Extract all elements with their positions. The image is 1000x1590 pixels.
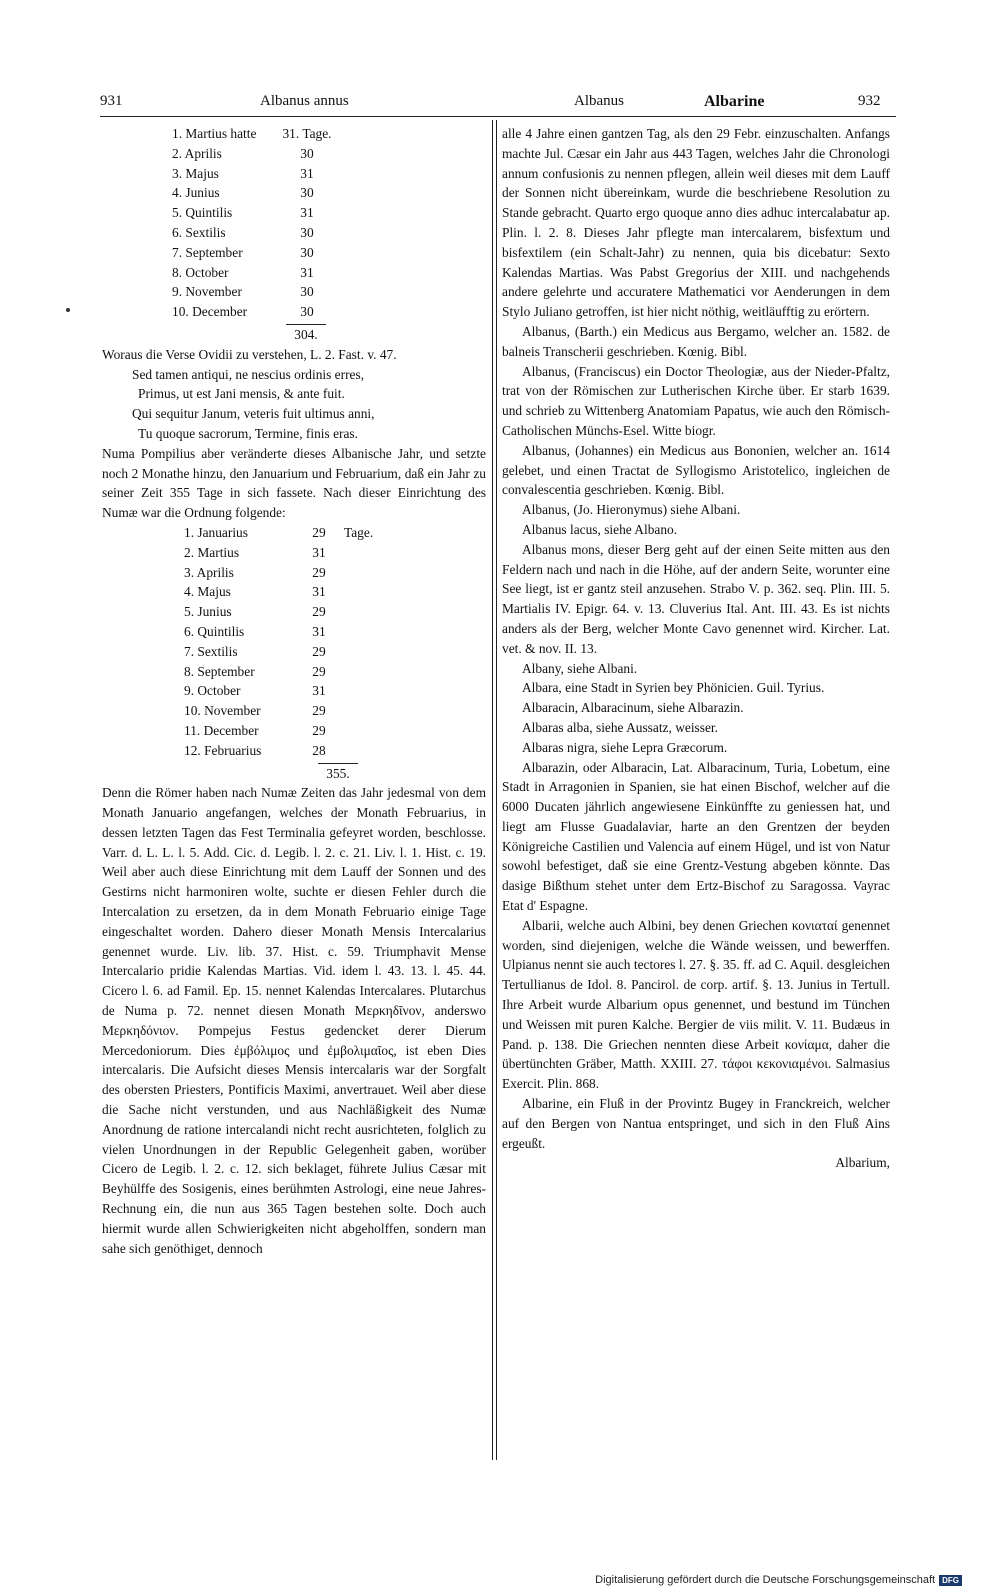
month-days: 29 <box>312 643 326 659</box>
calendar-row <box>172 263 332 283</box>
lexicon-entry: Albanus, (Jo. Hieronymus) siehe Albani. <box>522 502 741 518</box>
month-days: 29 <box>312 524 326 540</box>
verse-line: Tu quoque sacrorum, Termine, finis eras. <box>138 425 358 441</box>
month-name: 4. Junius <box>172 185 220 201</box>
calendar-row <box>184 563 373 583</box>
month-name: 10. December <box>172 304 248 320</box>
month-days: 31 <box>300 264 314 280</box>
month-days: 29 <box>312 722 326 738</box>
calendar-row <box>172 124 332 144</box>
month-days: 30 <box>300 185 314 201</box>
month-days: 31 <box>312 683 326 699</box>
left-column <box>102 124 486 1258</box>
page-number-left: 931 <box>100 93 123 109</box>
header-title-left: Albanus annus <box>260 93 349 109</box>
verse-block <box>132 365 486 444</box>
lexicon-entry: Albanus, (Barth.) ein Medicus aus Bergamo, welcher an. 1582. de balneis Transcherii geschrieben. Kœnig. Bibl. <box>502 323 890 359</box>
month-unit <box>344 602 373 622</box>
month-unit <box>344 741 373 761</box>
page-number-right: 932 <box>858 93 881 109</box>
calendar-row <box>184 721 373 741</box>
month-unit <box>344 642 373 662</box>
sum-355: 355. <box>318 763 358 784</box>
lexicon-entry: Albarine, ein Fluß in der Provintz Bugey in Franckreich, welcher auf den Bergen von Nantua entspringet, und sich in den Fluß Ains ergeußt. <box>502 1096 890 1151</box>
calendar-row <box>172 243 332 263</box>
paragraph-romans: Denn die Römer haben nach Numæ Zeiten das Jahr jedesmal von dem Monath Januario angefangen, welches der Monath Februarius, in dessen letzten Tagen das Fest Terminalia gefeyret worden, beschlosse. Varr. d. L. L. l. 5. Add. Cic. d. Legib. l. 2. c. 21. Liv. l. 1. Hist. c. 19. Weil aber auch diese Einrichtung mit dem Lauff der Sonnen und des Gestirns nicht harmoniren wolte, suchte er diesen Fehler durch die Intercalation zu ersetzen, da in dem Monath Februario einige Tage eingeschaltet worden. Dahero dieser Monath Mensis Intercalarius genennet wurde. Liv. lib. 37. Hist. c. 59. Triumphavit Mense Intercalario pridie Kalendas Martias. Vid. idem l. 43. 13. l. 45. 44. Cicero l. 6. ad Famil. Ep. 15. nennet Kalendas Intercalares. Plutarchus de Numa p. 72. nennet diesen Monath Μερκηδῖνον, anderswo Μερκηδόνιον. Pompejus Festus gedencket derer Dierum Mercedoniorum. Dies ἐμβόλιμος und ἐμβολιμαῖος, ist eben Dies intercalaris. Die Aufsicht dieses Mensis intercalaris war der Sorgfalt des obersten Priesters, Pontificis Maximi, anvertrauet. Weil aber diese die Sache nicht verstunden, und aus Nachläßigkeit des Numæ Anordnung de ratione intercalandi nicht recht ausrichteten, folglich zu vielen Unordnungen in der Republic Gelegenheit gaben, worüber Cicero de Legib. l. 2. c. 12. sich beklaget, führete Julius Cæsar mit Beyhülffe des Sosigenis, eines berühmten Astrologi, eine neue Jahres-Rechnung ein, die nun aus 365 Tagen bestehen solte. Doch auch hiermit wurde allen Schwierigkeiten nicht abgeholffen, sondern man sahe sich genöthiget, dennoch <box>102 785 486 1256</box>
month-days: 31 <box>300 165 314 181</box>
month-name: 3. Majus <box>172 165 219 181</box>
month-days: 30 <box>300 224 314 240</box>
lexicon-entry: Albanus mons, dieser Berg geht auf der einen Seite mitten aus den Feldern nach und nach in die Höhe, auf der andern Seite, worunter eine See liegt, ist er gantz steil anzusehen. Strabo V. p. 362. seq. Plin. III. 5. Martialis IV. Epigr. 64. v. 13. Cluverius Ital. Ant. III. 43. Es ist nichts anders als der Berg, welcher Monte Cavo genennet wird. Kircher. Lat. vet. & nov. II. 13. <box>502 541 890 656</box>
calendar-row <box>172 203 332 223</box>
calendar-row <box>172 183 332 203</box>
month-days: 31 <box>312 623 326 639</box>
lexicon-entry: Albanus, (Franciscus) ein Doctor Theologiæ, aus der Nieder-Pfaltz, trat von der Römischen zur Lutherischen Kirche über. Er starb 1639. und schrieb zu Wittenberg Anatomiam Papatus, wie auch den Römisch-Catholischen Münchs-Esel. Witte biogr. <box>502 363 890 438</box>
month-name: 4. Majus <box>184 584 231 600</box>
lexicon-entry: Albanus lacus, siehe Albano. <box>522 521 678 537</box>
month-days: 31. Tage. <box>282 126 332 141</box>
month-unit <box>344 622 373 642</box>
month-days: 30 <box>300 304 314 320</box>
month-days: 30 <box>300 145 314 161</box>
month-unit <box>344 701 373 721</box>
month-days: 30 <box>300 284 314 300</box>
month-days: 29 <box>312 604 326 620</box>
header-title-center: Albanus <box>574 93 624 109</box>
column-divider <box>492 120 497 1460</box>
month-name: 5. Quintilis <box>172 205 233 221</box>
month-unit: Tage. <box>344 524 374 540</box>
lexicon-entry: Albarii, welche auch Albini, bey denen Griechen κονιαταί genennet worden, sind diejenigen, welche die Wände weissen, und bewerffen. Ulpianus nennt sie auch tectores l. 27. §. 35. ff. ad C. Aquil. desgleichen Tertullianus de Idol. 8. Pancirol. de corp. artif. §. 13. Junius in Tertull. Ihre Arbeit wurde Albarium opus genennet, und bestund im Tünchen und Weissen mit puren Kalche. Bergier de viis milit. V. 11. Budæus in Pand. p. 138. Die Griechen nennten diese Arbeit κονίαμα, daher die übertünchten Gräber, Matth. XXIII. 27. τάφοι κεκονιαμένοι. Salmasius Exercit. Plin. 868. <box>502 917 890 1092</box>
calendar-row <box>172 223 332 243</box>
month-days: 31 <box>300 205 314 221</box>
calendar-row <box>184 543 373 563</box>
calendar-row <box>172 282 332 302</box>
calendar-table-2 <box>184 523 373 761</box>
month-name: 8. September <box>184 663 255 679</box>
calendar-row <box>184 602 373 622</box>
paragraph-numa: Numa Pompilius aber veränderte dieses Albanische Jahr, und setzte noch 2 Monathe hinzu, den Januarium und Februarium, daß ein Jahr zu seiner Zeit 355 Tage in sich fassete. Nach dieser Einrichtung des Numæ war die Ordnung folgende: <box>102 445 486 521</box>
month-name: 12. Februarius <box>184 742 262 758</box>
calendar-row <box>172 164 332 184</box>
calendar-row <box>172 302 332 322</box>
month-name: 6. Quintilis <box>184 623 245 639</box>
header-title-right: Albarine <box>704 93 765 110</box>
month-days: 31 <box>312 544 326 560</box>
dfg-logo: DFG <box>939 1575 962 1586</box>
lexicon-entry: Albanus, (Johannes) ein Medicus aus Bononien, welcher an. 1614 gelebet, und einen Tractat de Syllogismo Aristotelico, ingleichen de convalescentia geschrieben. Kœnig. Bibl. <box>502 442 890 498</box>
month-name: 1. Martius hatte <box>172 126 257 141</box>
calendar-row <box>184 662 373 682</box>
verse-line: Primus, ut est Jani mensis, & ante fuit. <box>138 386 345 402</box>
lexicon-entry: Albaras alba, siehe Aussatz, weisser. <box>522 719 718 735</box>
month-days: 31 <box>312 584 326 600</box>
month-name: 9. November <box>172 284 242 300</box>
calendar-row <box>172 144 332 164</box>
catchword: Albarium, <box>835 1155 890 1171</box>
sum-304: 304. <box>286 324 326 345</box>
calendar-row <box>184 741 373 761</box>
footer-credit <box>595 1574 962 1586</box>
month-unit <box>344 582 373 602</box>
month-name: 2. Aprilis <box>172 145 222 161</box>
month-days: 30 <box>300 244 314 260</box>
month-unit <box>344 721 373 741</box>
month-name: 9. October <box>184 683 241 699</box>
calendar-row <box>184 523 373 543</box>
verse-line: Sed tamen antiqui, ne nescius ordinis erres, <box>132 366 365 382</box>
month-name: 1. Januarius <box>184 524 248 540</box>
month-name: 2. Martius <box>184 544 240 560</box>
month-days: 28 <box>312 742 326 758</box>
lexicon-entry: Albaras nigra, siehe Lepra Græcorum. <box>522 739 728 755</box>
month-unit <box>344 563 373 583</box>
lexicon-entry: alle 4 Jahre einen gantzen Tag, als den 29 Febr. einzuschalten. Anfangs machte Jul. Cæsar ein Jahr aus 443 Tagen, welches Jahr die Chronologi annum confusionis zu nennen pflegen, allein weil dieses mit dem Lauff der Sonnen nicht übereinkam, wurde die beschriebene Resolution zu Stande gebracht. Quarto ergo quoque anno dies adhuc intercalabatur ap. Plin. l. 2. 8. Dieses Jahr pflegte man intercalarem, bisfextum und bisfextilem (ein Schalt-Jahr) zu nennen, quia bis dicebatur: Sexto Kalendas Martias. Was Pabst Gregorius der XIII. und nachgehends andere gelehrte und accuratere Mathematici vor Aenderungen in dem Stylo Juliano getroffen, ist hier nicht nöthig, weitläufftig zu erörtern. <box>502 126 890 320</box>
calendar-row <box>184 582 373 602</box>
month-days: 29 <box>312 663 326 679</box>
lexicon-entry: Albany, siehe Albani. <box>522 660 638 676</box>
month-name: 11. December <box>184 722 259 738</box>
month-unit <box>344 681 373 701</box>
month-unit <box>344 662 373 682</box>
month-days: 29 <box>312 703 326 719</box>
calendar-row <box>184 701 373 721</box>
header-rule <box>100 116 896 117</box>
right-column <box>502 124 890 1173</box>
month-name: 5. Junius <box>184 604 232 620</box>
month-name: 7. Sextilis <box>184 643 238 659</box>
month-name: 7. September <box>172 244 243 260</box>
month-unit <box>344 543 373 563</box>
month-name: 8. October <box>172 264 229 280</box>
month-name: 10. November <box>184 703 261 719</box>
margin-dot <box>66 308 70 312</box>
calendar-row <box>184 642 373 662</box>
calendar-table-1 <box>172 124 332 322</box>
footer-text: Digitalisierung gefördert durch die Deutsche Forschungsgemeinschaft <box>595 1574 936 1586</box>
lexicon-entry: Albarazin, oder Albaracin, Lat. Albaracinum, Turia, Lobetum, eine Stadt in Arragonien in Spanien, sie hat einen Bischof, welcher auf die 6000 Ducaten jährlich angewiesene Einkünffte zu geniessen hat, und liegt am Flusse Guadalaviar, harte an den Grentzen der beyden Königreiche Castilien und Valencia auf einem Hügel, und ist von Natur sowohl befestiget, daß sie eine Grentz-Vestung abgeben könnte. Das dasige Bißthum stehet unter dem Ertz-Bischof zu Saragossa. Vayrac Etat d' Espagne. <box>502 759 890 914</box>
lexicon-entry: Albaracin, Albaracinum, siehe Albarazin. <box>522 700 744 716</box>
lexicon-entry: Albara, eine Stadt in Syrien bey Phönicien. Guil. Tyrius. <box>522 680 825 696</box>
paragraph-ovid: Woraus die Verse Ovidii zu verstehen, L. 2. Fast. v. 47. <box>102 346 397 362</box>
month-name: 6. Sextilis <box>172 224 226 240</box>
verse-line: Qui sequitur Janum, veteris fuit ultimus anni, <box>132 406 375 422</box>
calendar-row <box>184 681 373 701</box>
month-name: 3. Aprilis <box>184 564 234 580</box>
running-header <box>100 93 900 115</box>
calendar-row <box>184 622 373 642</box>
month-days: 29 <box>312 564 326 580</box>
